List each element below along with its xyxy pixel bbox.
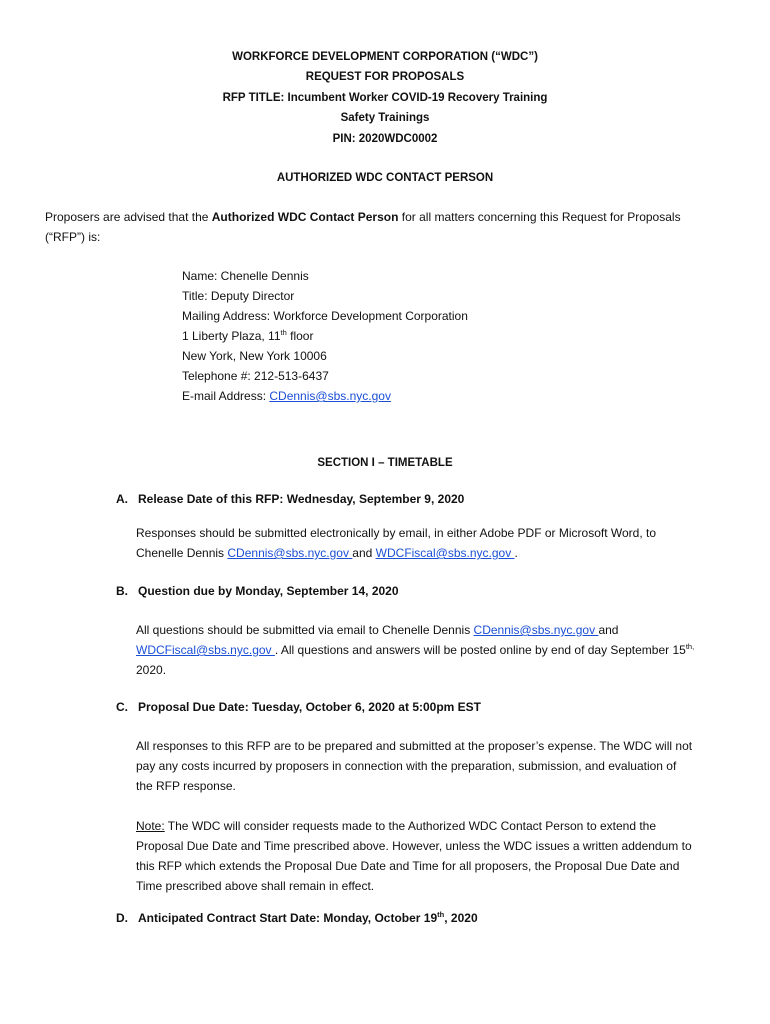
contact-city: New York, New York 10006: [182, 349, 327, 363]
item-b-text: All questions should be submitted via email to Chenelle Dennis: [136, 623, 474, 637]
item-c-title: Proposal Due Date: Tuesday, October 6, 2020 at 5:00pm EST: [138, 700, 482, 714]
item-c-letter: C.: [116, 700, 128, 714]
item-b-line3: 2020.: [136, 663, 167, 677]
contact-heading: AUTHORIZED WDC CONTACT PERSON: [276, 172, 494, 184]
contact-title: Title: Deputy Director: [182, 289, 295, 303]
rfp-subtitle: Safety Trainings: [340, 112, 430, 124]
org-title: WORKFORCE DEVELOPMENT CORPORATION (“WDC”): [232, 51, 538, 63]
section-heading: SECTION I – TIMETABLE: [317, 457, 453, 469]
item-c-note-line4: Time prescribed above shall remain in effect.: [136, 879, 375, 893]
item-c-note-line1: [136, 816, 656, 836]
item-b-heading: [116, 584, 399, 598]
address-sup: th: [280, 328, 287, 337]
contact-mailing: Mailing Address: Workforce Development Corporation: [182, 309, 468, 323]
item-a-title: Release Date of this RFP: Wednesday, September 9, 2020: [138, 492, 465, 506]
item-d-title: Anticipated Contract Start Date: Monday, October 19: [138, 911, 438, 925]
doc-type: REQUEST FOR PROPOSALS: [305, 71, 465, 83]
item-b-and: and: [598, 623, 619, 637]
item-a-text: Chenelle Dennis: [136, 546, 228, 560]
item-a-heading: [116, 492, 464, 506]
note-text: The WDC will consider requests made to the Authorized WDC Contact Person to extend the: [164, 819, 657, 833]
address-text: 1 Liberty Plaza, 11: [182, 329, 281, 343]
item-b-email-cdennis[interactable]: CDennis@sbs.nyc.gov: [473, 623, 599, 637]
item-a-email-cdennis[interactable]: CDennis@sbs.nyc.gov: [227, 546, 353, 560]
item-c-note-line3: this RFP which extends the Proposal Due Date and Time for all proposers, the Proposal Due Date and: [136, 859, 680, 873]
item-d-sup: th: [437, 910, 445, 919]
note-label: Note:: [136, 819, 165, 833]
intro-bold: Authorized WDC Contact Person: [211, 210, 399, 224]
pin: PIN: 2020WDC0002: [332, 133, 438, 145]
intro-line1: [45, 207, 681, 227]
item-a-letter: A.: [116, 492, 128, 506]
item-b-letter: B.: [116, 584, 128, 598]
item-b-sup: th,: [685, 642, 695, 651]
item-b-text-2: . All questions and answers will be posted online by end of day September 15: [274, 643, 686, 657]
item-a-email-wdcfiscal[interactable]: WDCFiscal@sbs.nyc.gov: [375, 546, 515, 560]
intro-text: Proposers are advised that the: [45, 210, 212, 224]
contact-email-link[interactable]: CDennis@sbs.nyc.gov: [269, 389, 391, 403]
item-c-line3: the RFP response.: [136, 779, 236, 793]
item-a-line2: [136, 543, 518, 563]
item-a-line1: Responses should be submitted electronically by email, in either Adobe PDF or Microsoft Word, to: [136, 526, 657, 540]
contact-address: [182, 326, 313, 346]
item-c-line1: All responses to this RFP are to be prepared and submitted at the proposer’s expense. The WDC will not: [136, 739, 693, 753]
item-c-note-line2: Proposal Due Date and Time prescribed above. However, unless the WDC issues a written addendum to: [136, 839, 692, 853]
intro-line2: (“RFP”) is:: [45, 230, 101, 244]
email-label: E-mail Address:: [182, 389, 270, 403]
item-a-and: and: [352, 546, 376, 560]
item-b-line2: [136, 640, 694, 660]
item-b-line1: [136, 620, 618, 640]
item-d-letter: D.: [116, 911, 128, 925]
item-a-period: .: [514, 546, 518, 560]
contact-name: Name: Chenelle Dennis: [182, 269, 309, 283]
address-text-end: floor: [286, 329, 314, 343]
item-b-title: Question due by Monday, September 14, 2020: [138, 584, 399, 598]
contact-email-line: [182, 386, 391, 406]
item-d-title-end: , 2020: [444, 911, 478, 925]
item-c-line2: pay any costs incurred by proposers in connection with the preparation, submission, and evaluation of: [136, 759, 677, 773]
item-b-email-wdcfiscal[interactable]: WDCFiscal@sbs.nyc.gov: [136, 643, 275, 657]
intro-text-end: for all matters concerning this Request for Proposals: [398, 210, 681, 224]
rfp-title: RFP TITLE: Incumbent Worker COVID-19 Recovery Training: [222, 92, 548, 104]
item-c-heading: [116, 700, 481, 714]
contact-telephone: Telephone #: 212-513-6437: [182, 369, 329, 383]
item-d-heading: [116, 911, 478, 925]
